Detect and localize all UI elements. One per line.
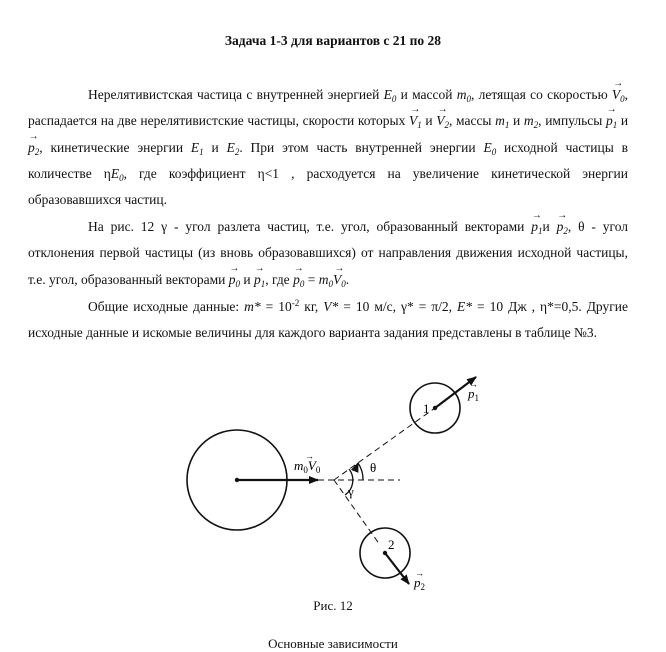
vector-v2: → $V_2$ [436,108,449,134]
figure-caption: Рис. 12 [313,598,353,613]
vector-p1: → $p_1$ [606,108,617,134]
theta-arc [358,463,363,480]
vector-v1: → $V_1$ [409,108,422,134]
label-m0v0: $m_0V_0$ [294,458,321,475]
section-subheading: Основные зависимости [268,636,398,651]
svg-text:→: → [415,568,424,578]
svg-text:→: → [469,379,478,389]
paragraph-2: На рис. 12 γ - угол разлета частиц, т.е. угол, образованный векторами → $p_1и \to p_2$, θ - угол отклонения первой частицы (из вновь образовавшихся) от направления движения исходной частицы, т.е. угол, образованный векторами → $p_0$ $и \to p_1$, где → $p_0 = m_0\to V_0$. [28,214,628,293]
paragraph-1: Нерелятивистская частица с внутренней энергией $E_0$ и массой $m_0$, летящая со скоростью → $V_0$, распадается на две нерелятивистские частицы, скорости которых → $V_1$ $и \to V_2$, массы $m_1$ и $m_2$, импульсы → $p_1$ $и \to p_2$, кинетические энергии $E_1$ и $E_2$. При этом часть внутренней энергии $E_0$ исходной частицы в количестве $\eta E_0$, где коэффициент η<1 , расходуется на увеличение кинетической энергии образовавшихся частиц. [28,82,628,213]
svg-text:→: → [305,451,314,461]
label-p1: $p_1$ [468,386,479,403]
label-theta: θ [370,460,377,475]
problem-title: Задача 1-3 для вариантов с 21 по 28 [224,33,442,48]
label-particle-2: 2 [388,537,395,552]
label-p2: $p_2$ [414,575,425,592]
vector-p2: → $p_2$ [28,135,39,161]
vector-v0: → $V_0$ [612,82,625,108]
direction-to-particle-2 [334,480,380,545]
paragraph-3: Общие исходные данные: $m* = 10^{-2}$ кг, V* = 10 м/с, γ* = π/2, E* = 10 Дж , η*=0,5. Другие исходные данные и искомые величины для каждого варианта задания представлены в таблице №3. [28,298,629,341]
label-particle-1: 1 [423,401,430,416]
decay-figure [0,360,666,600]
label-gamma: γ [348,484,354,499]
